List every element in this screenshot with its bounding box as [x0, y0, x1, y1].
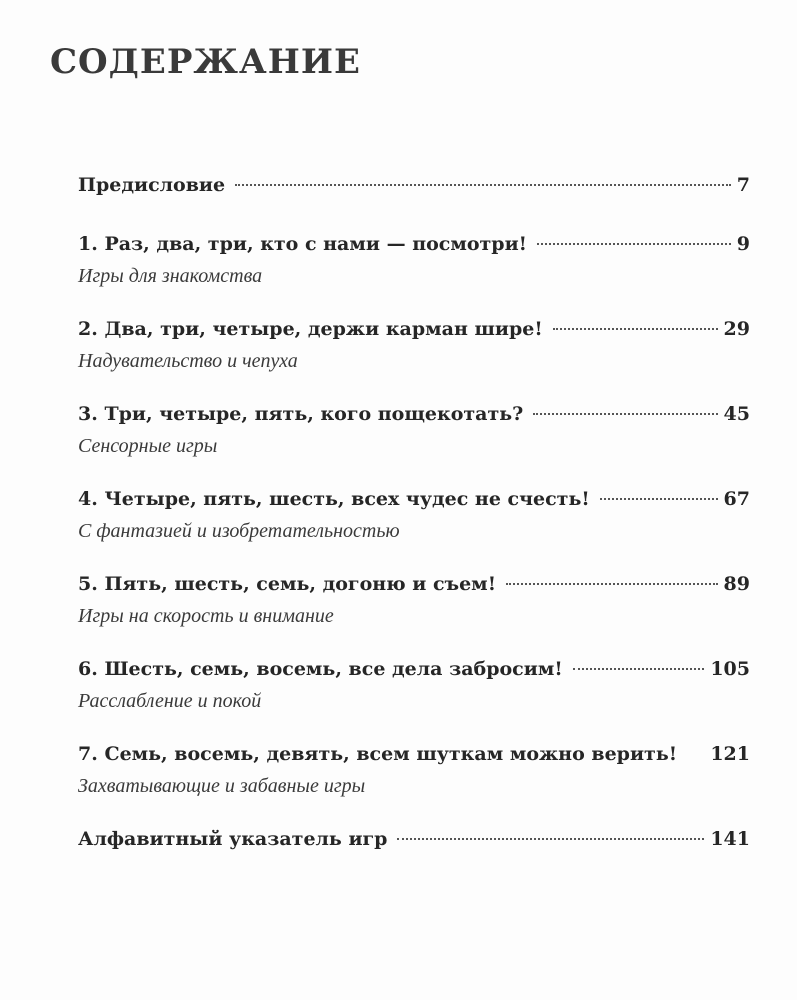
toc-entry-chapter-7[interactable]	[78, 743, 750, 799]
toc-entry-subtitle: Игры для знакомства	[78, 265, 263, 287]
toc-entry-title: 1. Раз, два, три, кто с нами — посмотри!	[78, 233, 528, 255]
dot-leader	[397, 838, 704, 840]
toc-entry-row	[78, 233, 750, 263]
toc-entry-chapter-4[interactable]	[78, 488, 750, 544]
toc-entry-chapter-5[interactable]	[78, 573, 750, 629]
toc-entry-subtitle: Надувательство и чепуха	[78, 350, 298, 372]
toc-entry-title: 4. Четыре, пять, шесть, всех чудес не счесть!	[78, 488, 590, 510]
toc-entry-index[interactable]	[78, 828, 750, 858]
toc-entry-row	[78, 403, 750, 433]
toc-entry-page: 105	[710, 658, 750, 680]
dot-leader	[533, 413, 717, 415]
toc-entry-row	[78, 828, 750, 858]
toc-entry-title: 5. Пять, шесть, семь, догоню и съем!	[78, 573, 497, 595]
toc-entry-subtitle: С фантазией и изобретательностью	[78, 520, 400, 542]
toc-entry-chapter-6[interactable]	[78, 658, 750, 714]
toc-entry-chapter-3[interactable]	[78, 403, 750, 459]
toc-entry-row	[78, 743, 750, 773]
toc-entry-chapter-2[interactable]	[78, 318, 750, 374]
dot-leader	[573, 668, 705, 670]
toc-entry-preface[interactable]	[78, 174, 750, 204]
toc-entry-row	[78, 573, 750, 603]
dot-leader	[681, 753, 704, 755]
toc-entry-page: 67	[723, 488, 750, 510]
dot-leader	[600, 498, 718, 500]
table-of-contents	[78, 174, 750, 887]
toc-entry-page: 45	[723, 403, 750, 425]
toc-entry-row	[78, 488, 750, 518]
toc-entry-page: 9	[736, 233, 750, 255]
toc-entry-title: 7. Семь, восемь, девять, всем шуткам можно верить!	[78, 743, 678, 765]
dot-leader	[235, 184, 731, 186]
toc-entry-title: 6. Шесть, семь, восемь, все дела забросим!	[78, 658, 563, 680]
toc-entry-title: 2. Два, три, четыре, держи карман шире!	[78, 318, 543, 340]
toc-entry-row	[78, 174, 750, 204]
toc-entry-subtitle: Сенсорные игры	[78, 435, 218, 457]
toc-entry-page: 7	[736, 174, 750, 196]
dot-leader	[506, 583, 718, 585]
toc-entry-subtitle: Расслабление и покой	[78, 690, 262, 712]
toc-entry-page: 89	[723, 573, 750, 595]
toc-entry-subtitle: Игры на скорость и внимание	[78, 605, 334, 627]
toc-entry-page: 29	[723, 318, 750, 340]
toc-entry-title: 3. Три, четыре, пять, кого пощекотать?	[78, 403, 524, 425]
toc-entry-subtitle: Захватывающие и забавные игры	[78, 775, 366, 797]
dot-leader	[537, 243, 731, 245]
toc-entry-row	[78, 658, 750, 688]
toc-entry-row	[78, 318, 750, 348]
toc-entry-title: Алфавитный указатель игр	[78, 828, 388, 850]
page-title: СОДЕРЖАНИЕ	[50, 42, 361, 82]
toc-entry-page: 141	[710, 828, 750, 850]
dot-leader	[553, 328, 718, 330]
toc-entry-page: 121	[710, 743, 750, 765]
toc-entry-title: Предисловие	[78, 174, 226, 196]
toc-entry-chapter-1[interactable]	[78, 233, 750, 289]
